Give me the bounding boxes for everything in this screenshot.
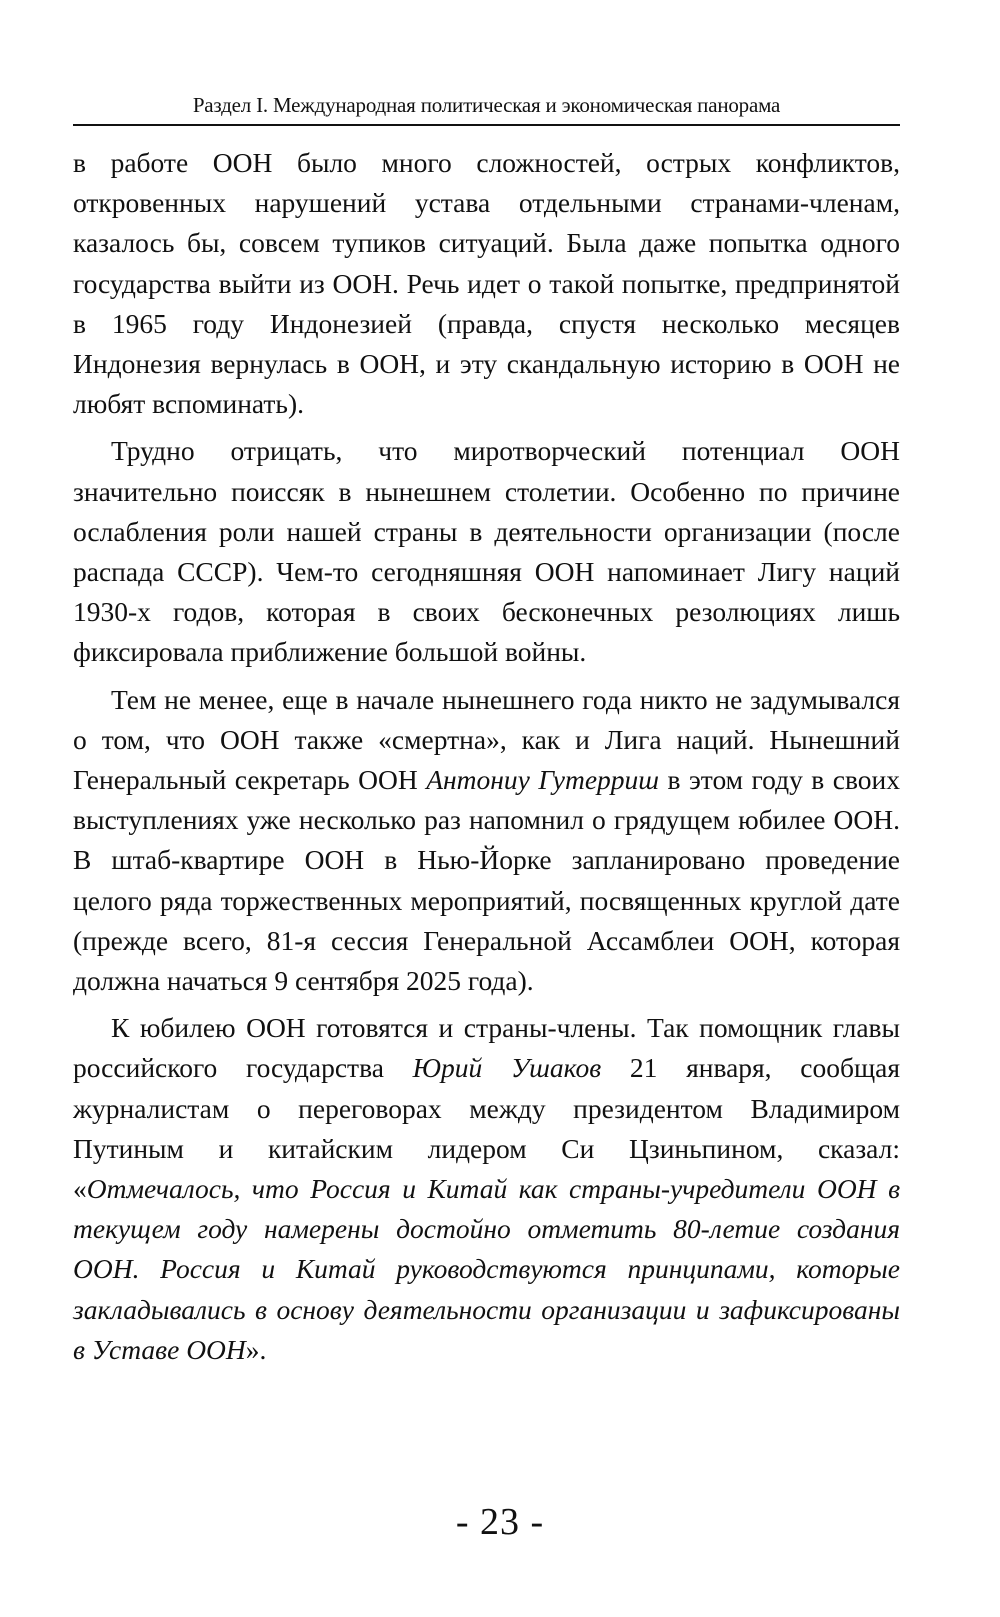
paragraph-text: 21 января, сообщая журналистам о переговорах между президентом Владимиром Путиным и китайским лидером Си Цзиньпином, сказал: « xyxy=(73,1052,900,1205)
quotation: Отмечалось, что Россия и Китай как страны-учредители ООН в текущем году намерены достойно отметить 80-летие создания ООН. Россия и Китай руководствуются принципами, которые закладывались в основу деятельности организации и зафиксированы в Уставе ООН xyxy=(73,1173,900,1365)
person-name: Юрий Ушаков xyxy=(412,1052,602,1084)
header-divider xyxy=(73,124,900,126)
body-text xyxy=(73,143,900,1370)
paragraph-text: К юбилею ООН готовятся и страны-члены. Так помощник главы российского государства xyxy=(73,1012,900,1084)
paragraph-secretary-general xyxy=(73,680,900,1002)
running-header: Раздел I. Международная политическая и экономическая панорама xyxy=(192,93,781,117)
person-name: Антониу Гутерриш xyxy=(426,764,660,796)
paragraph-continuation: в работе ООН было много сложностей, острых конфликтов, откровенных нарушений устава отдельными странами-членам, казалось бы, совсем тупиков ситуаций. Была даже попытка одного государства выйти из ООН. Речь идет о такой попытке, предпринятой в 1965 году Индонезией (правда, спустя несколько месяцев Индонезия вернулась в ООН, и эту скандальную историю в ООН не любят вспоминать). xyxy=(73,147,900,420)
paragraph-peacekeeping: Трудно отрицать, что миротворческий потенциал ООН значительно поиссяк в нынешнем столетии. Особенно по причине ослабления роли нашей страны в деятельности организации (после распада СССР). Чем-то сегодняшняя ООН напоминает Лигу наций 1930-х годов, которая в своих бесконечных резолюциях лишь фиксировала приближение большой войны. xyxy=(73,435,900,668)
paragraph-anniversary xyxy=(73,1008,900,1370)
page-number: - 23 - xyxy=(455,1501,545,1543)
paragraph-text: в этом году в своих выступлениях уже несколько раз напомнил о грядущем юбилее ООН. В штаб-квартире ООН в Нью-Йорке запланировано проведение целого ряда торжественных мероприятий, посвященных круглой дате (прежде всего, 81-я сессия Генеральной Ассамблеи ООН, которая должна начаться 9 сентября 2025 года). xyxy=(73,764,900,997)
paragraph-text: ». xyxy=(245,1333,267,1365)
paragraph-text: Тем не менее, еще в начале нынешнего года никто не задумывался о том, что ООН также «смертна», как и Лига наций. Нынешний Генеральный секретарь ООН xyxy=(73,683,900,796)
